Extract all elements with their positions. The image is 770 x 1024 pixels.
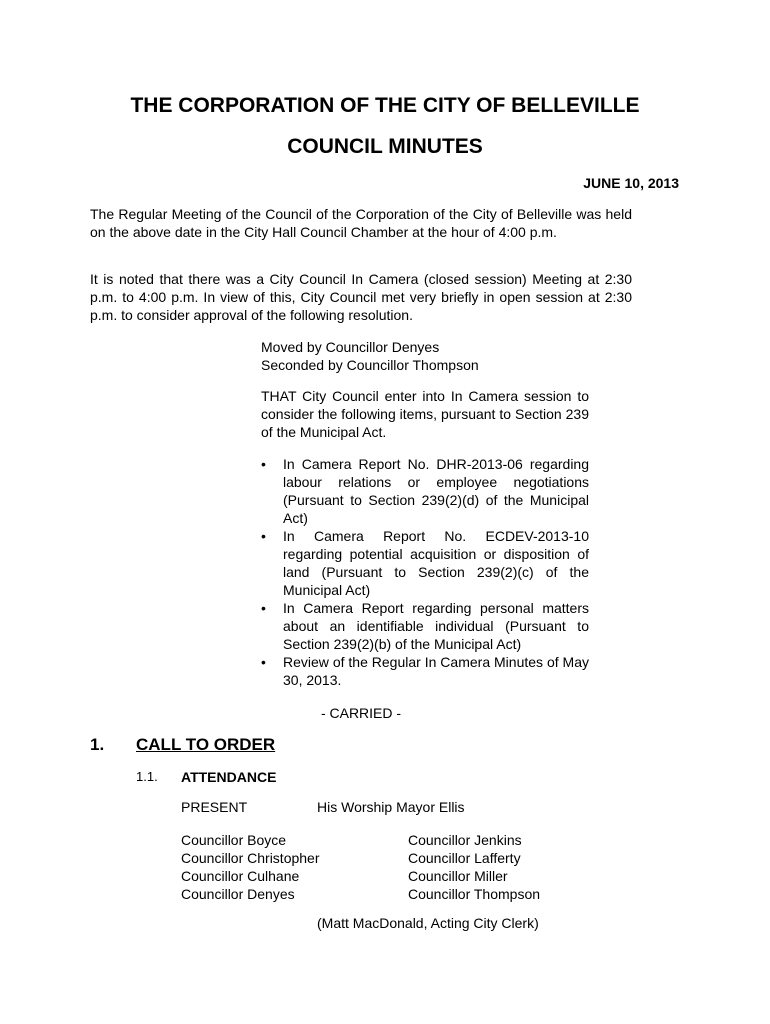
in-camera-items-list [261,455,589,689]
list-item: Councillor Culhane [181,868,300,884]
subsection-title: ATTENDANCE [181,769,277,785]
list-item: Councillor Thompson [408,886,541,902]
list-item: Councillor Boyce [181,832,287,848]
list-item: Councillor Denyes [181,886,295,902]
list-item: • In Camera Report No. DHR-2013-06 regarding labour relations or employee negotiations (Pursuant to Section 239(2)(d) of the Municipal Act) [261,455,589,527]
section-number: 1. [90,735,105,754]
meeting-date: JUNE 10, 2013 [583,175,679,191]
list-item: • In Camera Report No. ECDEV-2013-10 regarding potential acquisition or disposition of land (Pursuant to Section 239(2)(c) of the Municipal Act) [261,527,589,599]
document-title: THE CORPORATION OF THE CITY OF BELLEVILLE [130,94,640,117]
councillors-left-column [181,831,320,903]
present-label: PRESENT [181,799,248,815]
resolution-text: THAT City Council enter into In Camera session to consider the following items, pursuant to Section 239 of the Municipal Act. [261,388,589,440]
intro-paragraph-2: It is noted that there was a City Council In Camera (closed session) Meeting at 2:30 p.m. to 4:00 p.m. In view of this, City Council met very briefly in open session at 2:30 p.m. to consider approval of the following resolution. [90,271,632,323]
intro-paragraph-1: The Regular Meeting of the Council of the Corporation of the City of Belleville was held on the above date in the City Hall Council Chamber at the hour of 4:00 p.m. [90,206,632,240]
document-subtitle: COUNCIL MINUTES [287,135,483,158]
seconded-by: Seconded by Councillor Thompson [261,357,479,373]
list-item: Councillor Christopher [181,850,320,866]
mayor-name: His Worship Mayor Ellis [317,799,465,815]
subsection-number: 1.1. [136,769,158,784]
list-item: Councillor Miller [408,868,508,884]
motion-result: - CARRIED - [320,705,402,721]
moved-by: Moved by Councillor Denyes [261,339,440,355]
list-item: • Review of the Regular In Camera Minutes of May 30, 2013. [261,653,589,689]
list-item: Councillor Jenkins [408,832,522,848]
section-title: CALL TO ORDER [136,735,276,754]
list-item: Councillor Lafferty [408,850,521,866]
clerk-note: (Matt MacDonald, Acting City Clerk) [317,915,539,931]
list-item: • In Camera Report regarding personal matters about an identifiable individual (Pursuant to Section 239(2)(b) of the Municipal Act) [261,599,589,653]
councillors-right-column [408,831,540,903]
